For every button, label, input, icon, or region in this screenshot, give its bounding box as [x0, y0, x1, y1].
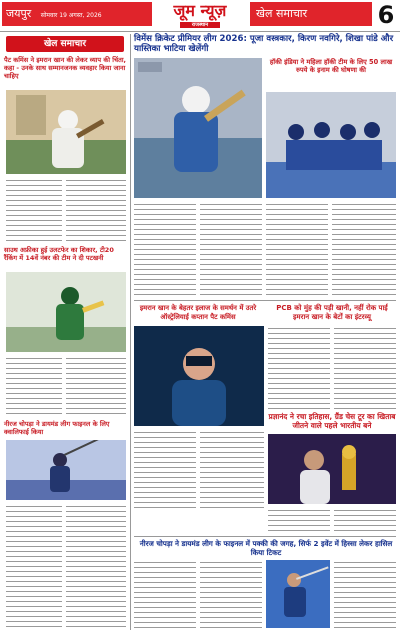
page-number: 6	[377, 1, 395, 29]
masthead-divider	[0, 31, 400, 32]
left-story3-headline: नीरज चोपड़ा ने डायमंड लीग फाइनल के लिए क्वालिफाई किया	[4, 420, 110, 436]
neeraj-photo	[6, 440, 126, 500]
side-body-b	[332, 202, 396, 298]
imran-body-a	[134, 430, 196, 510]
left-story1-body-a	[6, 178, 62, 242]
left-story1-body-b	[66, 178, 126, 242]
side-body-a	[266, 202, 328, 298]
left-story2-body-a	[6, 356, 62, 416]
left-story2-body-b	[66, 356, 126, 416]
south-africa-photo	[6, 272, 126, 352]
pcb-body-a	[268, 326, 330, 410]
imran-body-b	[200, 430, 264, 510]
cricketer-photo	[134, 58, 262, 198]
left-story2-headline: साउथ अफ्रीका हुई उलटफेर का शिकार, टी20 रैंकिंग में 14वें नंबर की टीम ने दी पटखनी	[4, 246, 114, 262]
neeraj-body-c	[334, 560, 396, 628]
masthead-city: जयपुर	[6, 7, 32, 20]
left-story3-body-b	[66, 504, 126, 628]
praggna-photo	[268, 434, 396, 504]
lead-body-a	[134, 202, 196, 298]
pcb-headline: PCB को मुंह की पड़ी खानी, नहीं रोक पाई इमरान खान के बेटों का इंटरव्यू	[276, 304, 388, 321]
masthead-section: खेल समाचार	[250, 2, 372, 26]
neeraj-body-b	[200, 560, 262, 628]
left-story1-headline: पैट कमिंस ने इमरान खान की लेकर व्याप की चिंता, कहा - उनके साथ सम्मानजनक व्यवहार किया जाना चाहिए	[4, 56, 126, 80]
praggna-body-a	[268, 508, 330, 532]
praggna-headline: प्रज्ञानंद ने रचा इतिहास, ग्रैंड चेस टूर का खिताब जीतने वाले पहले भारतीय बने	[268, 412, 396, 430]
neeraj-throw-photo	[266, 560, 330, 628]
side-headline: हॉकी इंडिया ने महिला हॉकी टीम के लिए 50 लाख रुपये के इनाम की घोषणा की	[269, 58, 393, 74]
cummins-portrait-photo	[134, 326, 264, 426]
hockey-team-photo	[266, 92, 396, 198]
left-story3-body-a	[6, 504, 62, 628]
masthead-logo	[150, 0, 250, 30]
cummins-photo	[6, 90, 126, 174]
praggna-body-b	[334, 508, 396, 532]
row-divider	[134, 300, 396, 301]
lead-body-b	[200, 202, 262, 298]
neeraj-headline: नीरज चोपड़ा ने डायमंड लीग के फाइनल में पक्की की जगह, सिर्फ 2 इवेंट में हिस्सा लेकर हासिल किया टिकट	[139, 539, 393, 557]
pcb-body-b	[334, 326, 396, 410]
section-tag: खेल समाचार	[6, 36, 124, 52]
imran-headline: इमरान खान के बेहतर इलाज के समर्थन में उतरे ऑस्ट्रेलियाई कप्तान पैट कमिंस	[139, 304, 257, 321]
column-divider	[130, 34, 131, 630]
masthead-city-bar	[2, 2, 152, 26]
logo-text: जूम न्यूज़	[173, 1, 227, 20]
bottom-divider	[134, 536, 396, 537]
masthead-date: सोमवार 19 अगस्त, 2026	[40, 12, 102, 19]
lead-headline: विमेंस क्रिकेट प्रीमियर लीग 2026: पूजा वस्त्रकार, किरण नवगिरे, शिखा पांडे और यास्तिका भाटिया खेलेंगी	[134, 34, 394, 54]
neeraj-body-a	[134, 560, 196, 628]
logo-subtitle: राजस्थान	[180, 22, 220, 28]
